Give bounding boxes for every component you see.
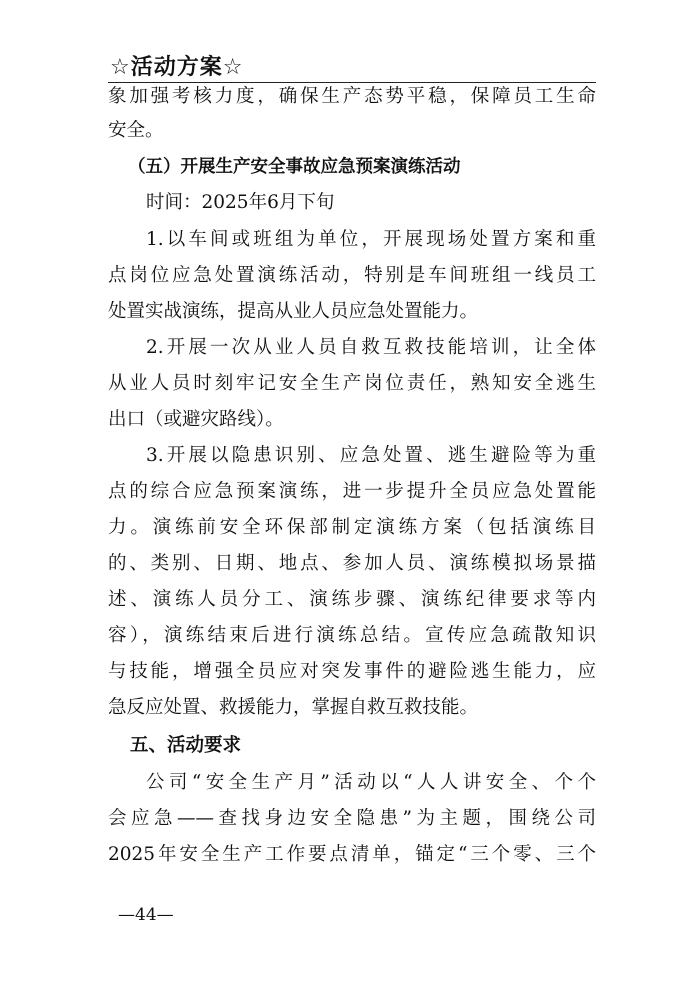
paragraph-1-line: 点岗位应急处置演练活动，特别是车间班组一线员工 [108,265,596,286]
paragraph-3-line: 力。演练前安全环保部制定演练方案（包括演练目 [108,517,596,538]
paragraph-1-line: 1.以车间或班组为单位，开展现场处置方案和重 [146,229,596,250]
paragraph-3-line: 3.开展以隐患识别、应急处置、逃生避险等为重 [146,445,596,466]
page-number: —44— [118,905,174,925]
paragraph-2-line: 出口（或避灾路线）。 [108,409,284,430]
body-line: 象加强考核力度，确保生产态势平稳，保障员工生命 [108,86,596,107]
paragraph-3-line: 的、类别、日期、地点、参加人员、演练模拟场景描 [108,553,596,574]
paragraph-2-line: 从业人员时刻牢记安全生产岗位责任，熟知安全逃生 [108,373,596,394]
subheading: （五）开展生产安全事故应急预案演练活动 [128,157,461,177]
section-heading: 五、活动要求 [130,735,242,756]
paragraph-2-line: 2.开展一次从业人员自救互救技能培训，让全体 [146,337,596,358]
paragraph-1-line: 处置实战演练，提高从业人员应急处置能力。 [108,301,479,322]
paragraph-4-line: 2025年安全生产工作要点清单，锚定“三个零、三个 [108,844,596,865]
body-line: 安全。 [108,120,164,141]
paragraph-3-line: 急反应处置、救援能力，掌握自救互救技能。 [108,697,479,718]
header-divider [108,82,596,83]
header-title: ☆活动方案☆ [110,55,244,80]
time-line: 时间：2025年6月下旬 [146,192,335,213]
paragraph-3-line: 容），演练结束后进行演练总结。宣传应急疏散知识 [108,625,596,646]
paragraph-3-line: 述、演练人员分工、演练步骤、演练纪律要求等内 [108,589,596,610]
paragraph-3-line: 点的综合应急预案演练，进一步提升全员应急处置能 [108,481,596,502]
paragraph-4-line: 会应急——查找身边安全隐患”为主题，围绕公司 [108,808,596,829]
paragraph-3-line: 与技能，增强全员应对突发事件的避险逃生能力，应 [108,661,596,682]
paragraph-4-line: 公司“安全生产月”活动以“人人讲安全、个个 [146,772,596,793]
